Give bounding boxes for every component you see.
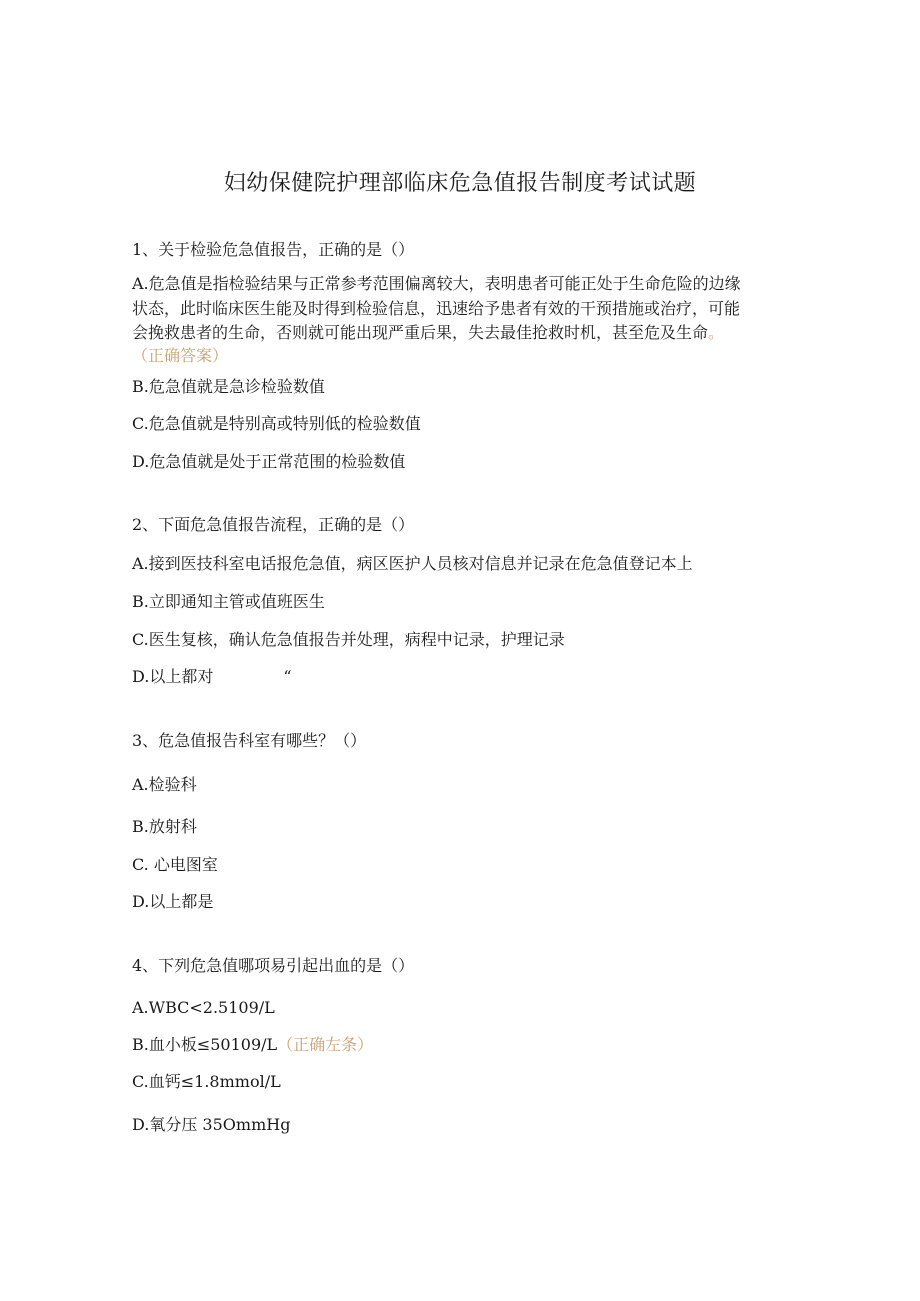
question-1-option-a-line-1: A.危急值是指检验结果与正常参考范围偏离较大，表明患者可能正处于生命危险的边缘 (132, 274, 741, 293)
question-3-option-b: B.放射科 (132, 817, 197, 836)
question-1-option-c: C.危急值就是特别高或特别低的检验数值 (132, 414, 421, 433)
question-4-option-c: C.血钙≤1.8mmol∕L (132, 1072, 281, 1091)
question-1-stem: 1、关于检验危急值报告，正确的是（） (132, 240, 415, 259)
question-4-option-b (132, 1034, 792, 1056)
question-1-option-a-line-3 (132, 322, 792, 344)
question-3-option-c: C. 心电图室 (132, 855, 218, 874)
question-2-option-d-text: D.以上都对 (132, 667, 214, 686)
question-1-option-d: D.危急值就是处于正常范围的检验数值 (132, 452, 406, 471)
question-3-stem: 3、危急值报告科室有哪些？（） (132, 731, 367, 750)
question-3-option-a: A.检验科 (132, 775, 197, 794)
question-2-option-c: C.医生复核，确认危急值报告并处理，病程中记录，护理记录 (132, 630, 565, 649)
question-4-stem: 4、下列危急值哪项易引起出血的是（） (132, 956, 415, 975)
question-1-option-a-line-2: 状态，此时临床医生能及时得到检验信息，迅速给予患者有效的干预措施或治疗，可能 (132, 299, 741, 318)
question-3-option-d: D.以上都是 (132, 892, 214, 911)
question-4-correct-answer-tag: （正确左条） (277, 1035, 374, 1054)
question-1-option-b: B.危急值就是急诊检验数值 (132, 377, 325, 396)
question-1-correct-answer-tag: （正确答案） (132, 346, 229, 365)
question-2-option-a: A.接到医技科室电话报危急值，病区医护人员核对信息并记录在危急值登记本上 (132, 554, 693, 573)
question-1-option-a-line-3-tail: 。 (708, 323, 725, 342)
question-1-option-a-line-3-text: 会挽救患者的生命，否则就可能出现严重后果，失去最佳抢救时机，甚至危及生命 (132, 323, 709, 342)
question-2-option-b: B.立即通知主管或值班医生 (132, 592, 325, 611)
question-4-option-d: D.氧分压 35OmmHg (132, 1115, 291, 1134)
question-2-stem: 2、下面危急值报告流程，正确的是（） (132, 515, 415, 534)
question-2-option-d (132, 666, 792, 688)
question-4-option-b-text: B.血小板≤50109∕L (132, 1035, 278, 1054)
page-title: 妇幼保健院护理部临床危急值报告制度考试试题 (223, 171, 697, 196)
question-2-option-d-mark: “ (283, 667, 292, 686)
question-4-option-a: A.WBC<2.5109∕L (132, 998, 275, 1017)
